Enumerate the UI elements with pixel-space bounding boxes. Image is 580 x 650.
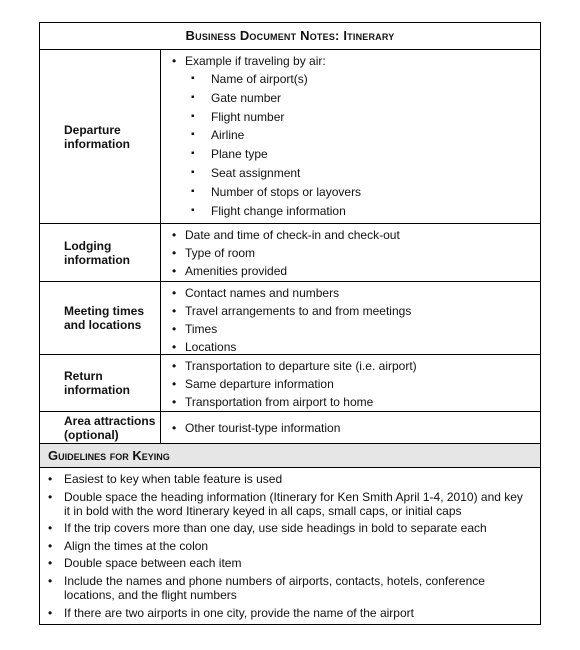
list-item: • Amenities provided (167, 262, 540, 280)
sub-list-item: ▪ Seat assignment (211, 164, 540, 183)
guidelines-list (40, 468, 540, 620)
list-item: • Transportation to departure site (i.e. airport) (167, 357, 540, 375)
sub-list-item: ▪ Number of stops or layovers (211, 183, 540, 202)
list-item: • Same departure information (167, 375, 540, 393)
list-item: • Date and time of check-in and check-out (167, 226, 540, 244)
sub-list-item: ▪ Name of airport(s) (211, 70, 540, 89)
guideline-item: • Include the names and phone numbers of airports, contacts, hotels, conference locations, and the flight numbers (44, 574, 532, 602)
section-row-meetings (40, 282, 540, 355)
section-label-line: information (64, 383, 130, 397)
section-content-return (161, 355, 540, 411)
section-label-line: and locations (64, 318, 142, 332)
guideline-item: • If the trip covers more than one day, use side headings in bold to separate each (44, 521, 532, 535)
section-label-line: Meeting times (64, 304, 145, 318)
sub-list-item: ▪ Gate number (211, 89, 540, 108)
sub-bullet-list (185, 70, 540, 220)
list-item: • Other tourist-type information (167, 419, 340, 437)
section-label-line: Lodging (64, 238, 112, 253)
section-label-return (40, 355, 161, 411)
section-content-departure (161, 50, 540, 223)
list-item: • Contact names and numbers (167, 284, 540, 302)
section-label-lodging (40, 224, 161, 281)
list-item: • Travel arrangements to and from meetings (167, 302, 540, 320)
section-label-line: Return (64, 369, 103, 383)
sub-list-item: ▪ Flight change information (211, 202, 540, 221)
section-label-departure (40, 50, 161, 223)
sub-list-item: ▪ Plane type (211, 145, 540, 164)
section-label-line: Departure (64, 122, 121, 137)
section-row-return (40, 355, 540, 412)
list-item-text: Example if traveling by air: (185, 54, 326, 68)
section-label-line: information (64, 252, 130, 267)
section-label-meetings (40, 282, 161, 354)
section-label-line: Area attractions (64, 413, 156, 428)
sub-list-item: ▪ Airline (211, 126, 540, 145)
document-title: Business Document Notes: Itinerary (40, 23, 540, 50)
bullet-list (167, 284, 540, 356)
section-row-departure (40, 50, 540, 224)
bullet-list (167, 357, 540, 411)
section-content-meetings (161, 282, 540, 354)
list-item (167, 52, 540, 220)
section-content-lodging (161, 224, 540, 281)
section-label-line: information (64, 136, 130, 151)
guideline-item: • If there are two airports in one city, provide the name of the airport (44, 606, 532, 620)
list-item: • Locations (167, 338, 540, 356)
list-item: • Transportation from airport to home (167, 393, 540, 411)
guideline-item: • Double space between each item (44, 556, 532, 570)
section-label-attractions (40, 412, 161, 443)
bullet-list (167, 419, 340, 437)
guideline-item: • Align the times at the colon (44, 539, 532, 553)
list-item: • Times (167, 320, 540, 338)
guideline-item: • Double space the heading information (Itinerary for Ken Smith April 1-4, 2010) and key it in bold with the word Itinerary keyed in all caps, small caps, or initial caps (44, 490, 532, 518)
section-content-attractions (161, 412, 540, 443)
section-label-line: (optional) (64, 427, 119, 442)
guidelines-heading: Guidelines for Keying (40, 444, 540, 468)
bullet-list (167, 52, 540, 220)
guideline-item: • Easiest to key when table feature is used (44, 472, 532, 486)
list-item: • Type of room (167, 244, 540, 262)
section-row-lodging (40, 224, 540, 282)
bullet-list (167, 226, 540, 280)
sub-list-item: ▪ Flight number (211, 108, 540, 127)
section-row-attractions (40, 412, 540, 444)
itinerary-notes-table (39, 22, 541, 625)
